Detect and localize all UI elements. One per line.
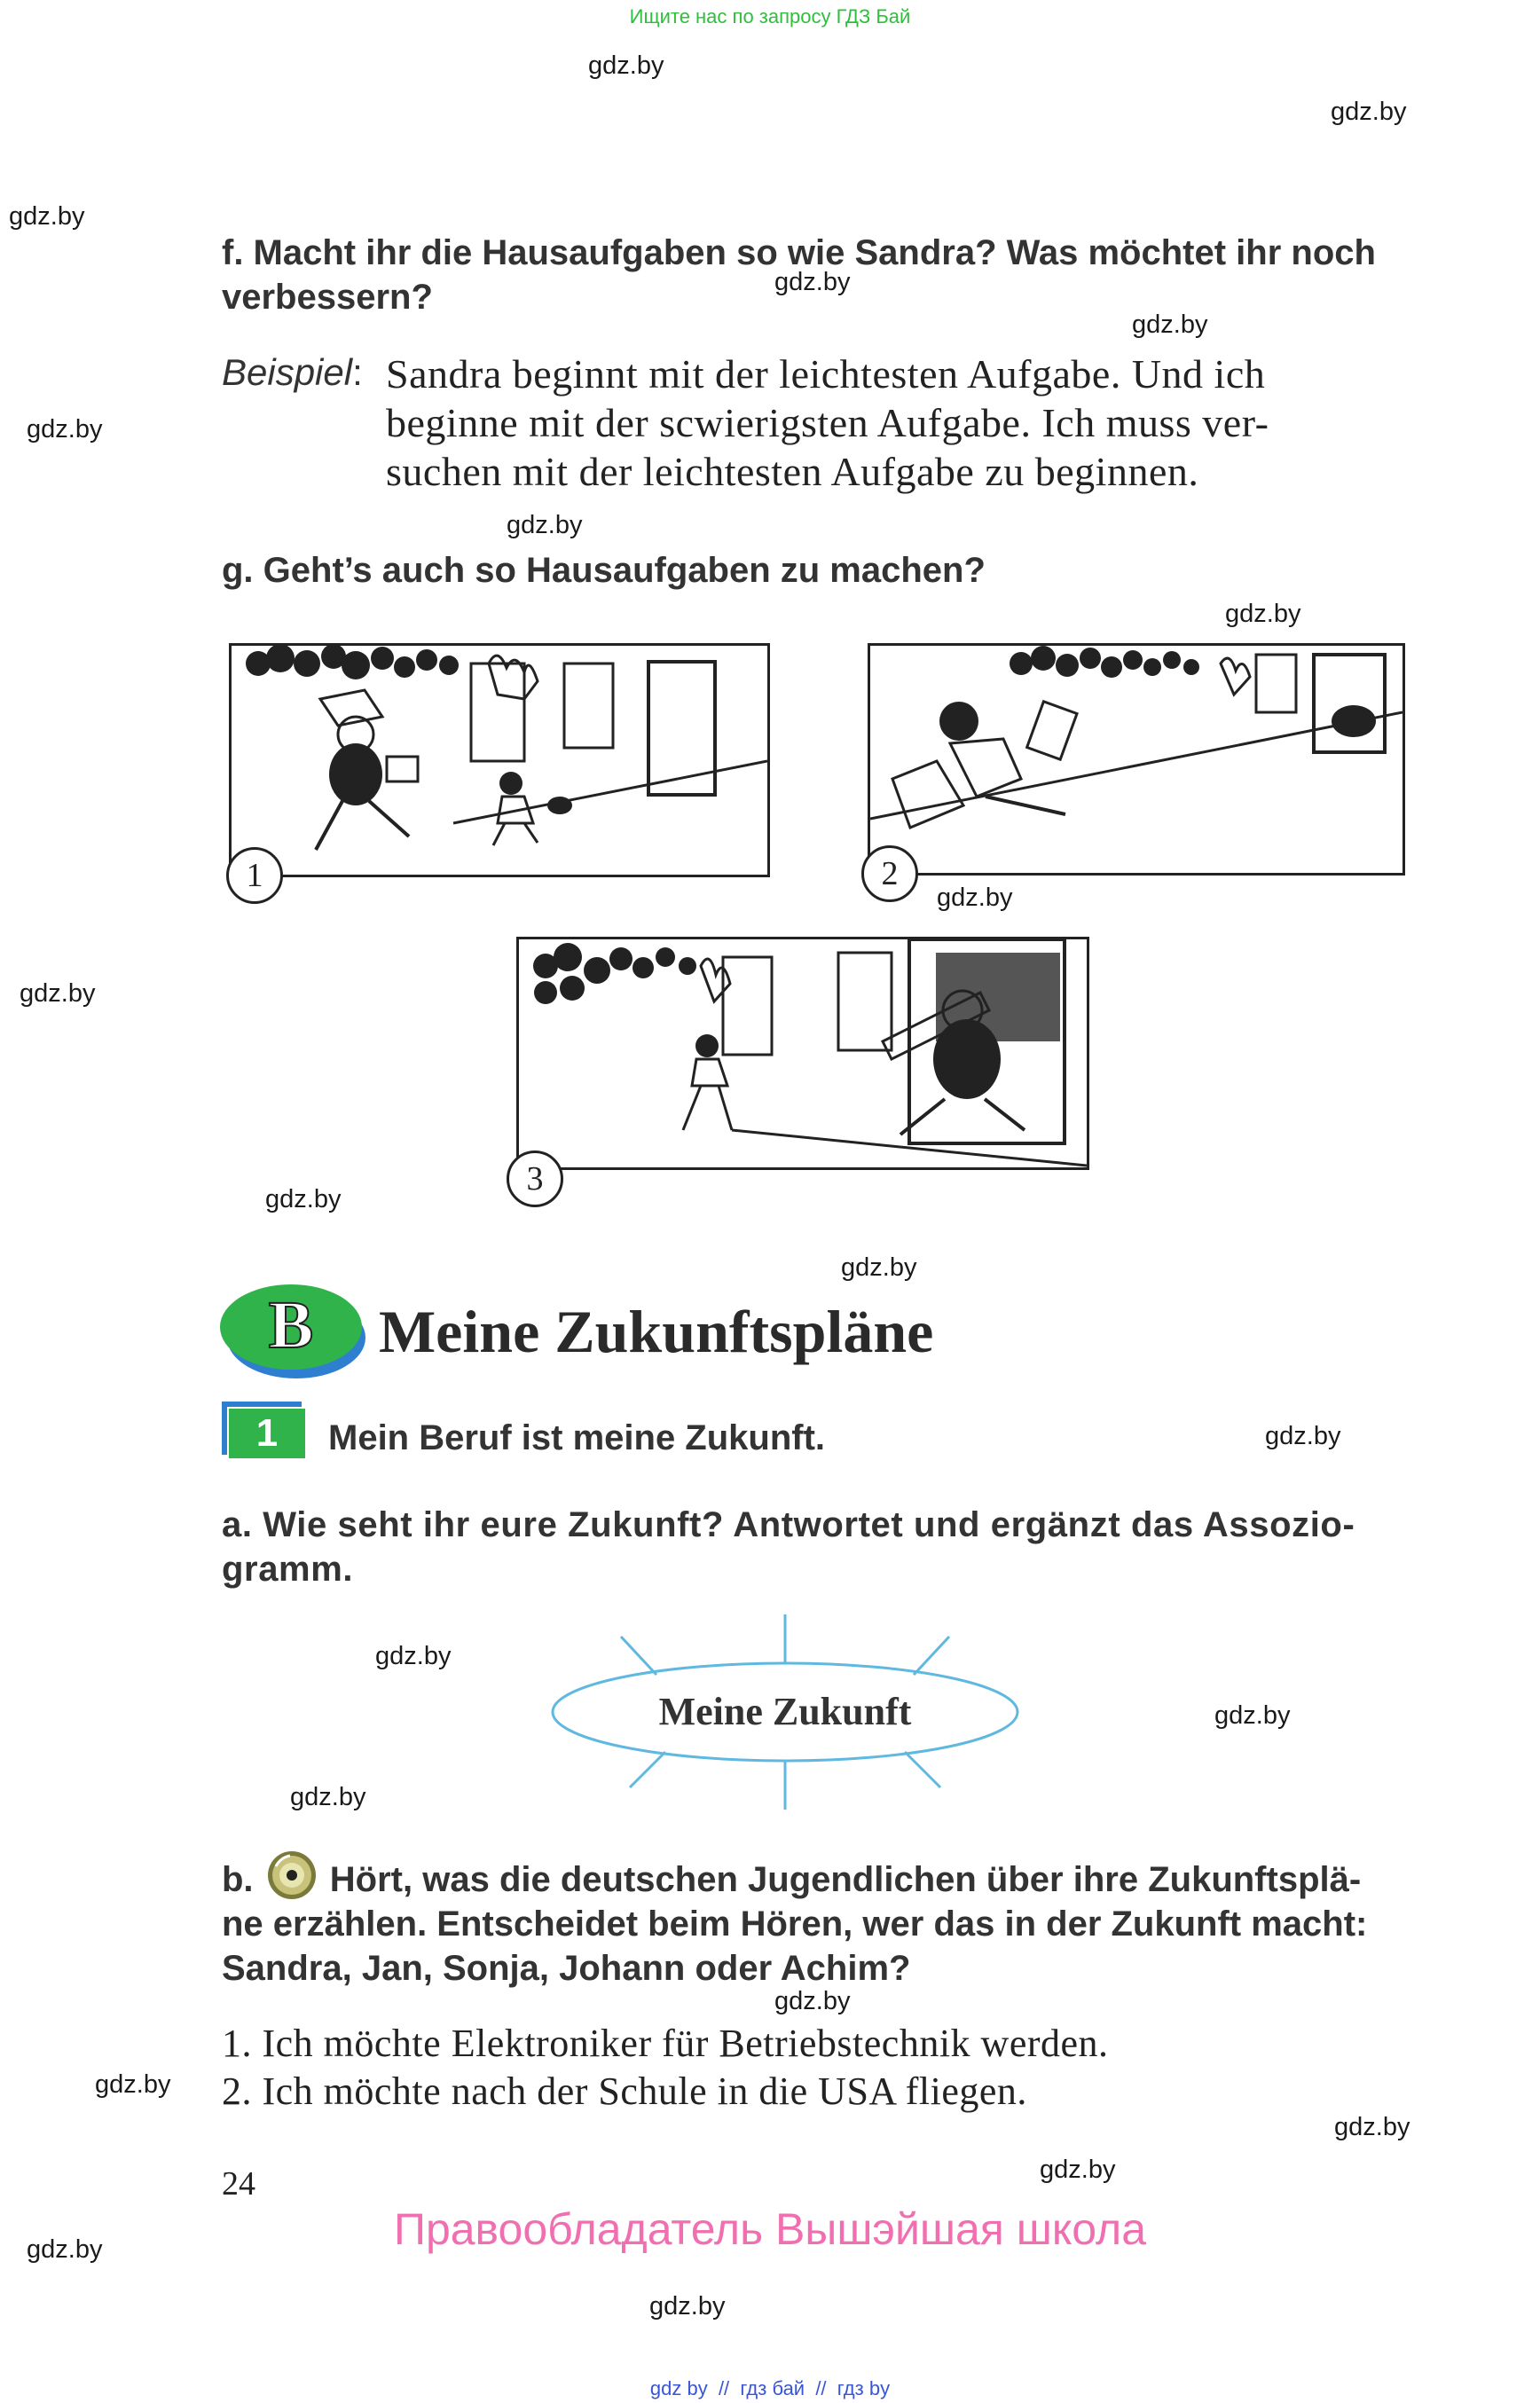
task-b-line3: Sandra, Jan, Sonja, Johann oder Achim?: [222, 1949, 911, 1988]
example-line1: Sandra beginnt mit der leichtesten Aufgabe. Und ich: [386, 351, 1266, 397]
watermark: gdz.by: [95, 2070, 171, 2099]
task-a: [222, 1503, 1355, 1591]
watermark: gdz.by: [20, 979, 96, 1008]
cartoon-panel-3: [516, 937, 1089, 1170]
cartoon-illustration: [870, 646, 1402, 873]
cartoon-panel-1: [229, 643, 770, 877]
cartoon-number-2: 2: [861, 845, 918, 902]
watermark: gdz.by: [937, 883, 1013, 912]
watermark: gdz.by: [1334, 2113, 1410, 2141]
watermark: gdz.by: [375, 1642, 452, 1670]
task-f-line1: f. Macht ihr die Hausaufgaben so wie Sandra? Was möchtet ihr noch: [222, 233, 1376, 272]
watermark: gdz.by: [1040, 2156, 1116, 2184]
watermark: gdz.by: [290, 1783, 366, 1811]
assoziogramm: [532, 1614, 1038, 1810]
bottom-banner[interactable]: gdz by // гдз бай // гдз by: [649, 2377, 891, 2399]
task-b: [222, 1850, 1419, 1991]
task-f: [222, 231, 1376, 319]
watermark: gdz.by: [1214, 1701, 1291, 1730]
cartoon-number-3: 3: [507, 1150, 563, 1207]
watermark: gdz.by: [774, 1987, 851, 2015]
watermark: gdz.by: [1225, 600, 1301, 628]
watermark: gdz.by: [27, 2235, 103, 2264]
example-line2: beginne mit der scwierigsten Aufgabe. Ich muss ver-: [386, 400, 1269, 445]
cd-audio-icon[interactable]: [267, 1850, 317, 1900]
task-b-label: b.: [222, 1860, 254, 1899]
section-title: Meine Zukunftspläne: [379, 1298, 934, 1365]
section-badge: [220, 1284, 367, 1378]
watermark: gdz.by: [649, 2292, 726, 2321]
watermark: gdz.by: [841, 1253, 917, 1282]
task-b-line1-text: Hört, was die deutschen Jugendlichen über ihre Zukunftsplä-: [329, 1860, 1362, 1899]
rights-holder: Правообладатель Вышэйшая школа: [394, 2204, 1146, 2254]
cartoon-illustration: [519, 939, 1087, 1167]
example-label: Beispiel:: [222, 351, 363, 393]
statement-2: 2. Ich möchte nach der Schule in die USA fliegen.: [222, 2069, 1027, 2113]
task-g: g. Geht’s auch so Hausaufgaben zu machen?: [222, 551, 986, 590]
assoziogramm-center: Meine Zukunft: [658, 1690, 912, 1733]
watermark: gdz.by: [1132, 310, 1208, 339]
exercise-badge-top-line: [222, 1402, 302, 1407]
task-f-line2: verbessern?: [222, 278, 433, 317]
section-letter: B: [268, 1288, 314, 1362]
watermark: gdz.by: [1331, 98, 1407, 126]
exercise-badge-left-line: [222, 1402, 227, 1455]
top-banner[interactable]: Ищите нас по запросу ГДЗ Бай: [629, 5, 911, 27]
cartoon-panel-2: [868, 643, 1405, 876]
cartoon-illustration: [232, 646, 767, 875]
watermark: gdz.by: [588, 51, 664, 80]
task-b-line2: ne erzählen. Entscheidet beim Hören, wer das in der Zukunft macht:: [222, 1904, 1368, 1944]
exercise-title: Mein Beruf ist meine Zukunft.: [328, 1418, 826, 1457]
cartoon-number-1: 1: [226, 847, 283, 904]
exercise-number: 1: [229, 1409, 305, 1458]
exercise-badge: [222, 1402, 307, 1460]
watermark: gdz.by: [774, 268, 851, 296]
watermark: gdz.by: [1265, 1422, 1341, 1450]
example-line3: suchen mit der leichtesten Aufgabe zu beginnen.: [386, 449, 1199, 494]
watermark: gdz.by: [9, 202, 85, 231]
page-number: 24: [222, 2165, 255, 2203]
task-a-line2: gramm.: [222, 1550, 354, 1589]
watermark: gdz.by: [27, 415, 103, 444]
example-text: [386, 349, 1406, 496]
watermark: gdz.by: [265, 1185, 342, 1213]
task-a-line1: a. Wie seht ihr eure Zukunft? Antwortet und ergänzt das Assozio-: [222, 1505, 1355, 1544]
watermark: gdz.by: [507, 511, 583, 539]
statement-1: 1. Ich möchte Elektroniker für Betriebstechnik werden.: [222, 2022, 1109, 2065]
task-b-line1: [222, 1850, 1419, 1902]
